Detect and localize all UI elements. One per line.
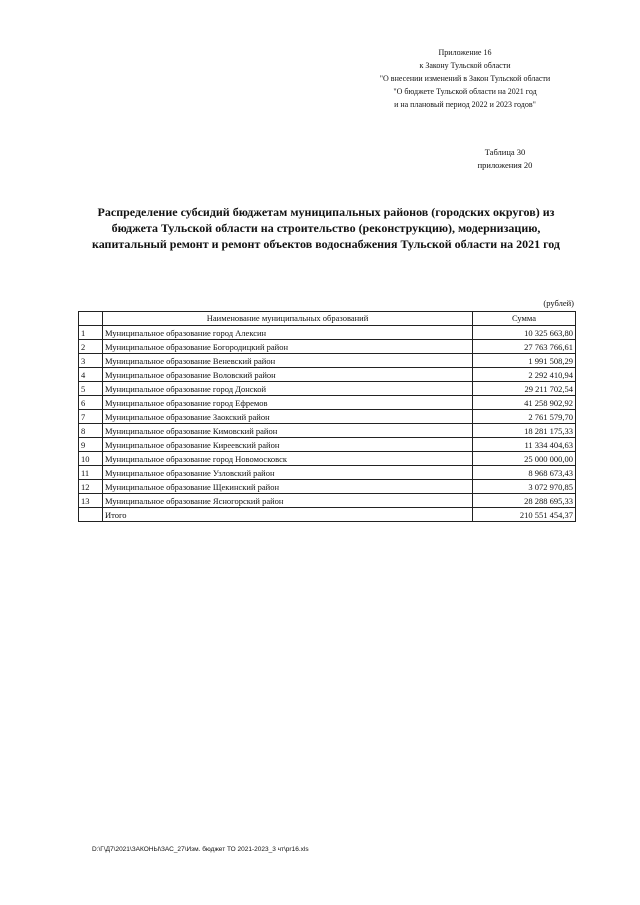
row-sum-cell: 1 991 508,29 xyxy=(473,354,576,368)
row-name-cell: Муниципальное образование Ясногорский район xyxy=(103,494,473,508)
header-name-cell: Наименование муниципальных образований xyxy=(103,312,473,326)
row-name-cell: Муниципальное образование Воловский район xyxy=(103,368,473,382)
row-number-cell: 11 xyxy=(79,466,103,480)
row-sum-cell: 27 763 766,61 xyxy=(473,340,576,354)
total-label-cell: Итого xyxy=(103,508,473,522)
table-reference-line: Таблица 30 xyxy=(484,147,526,157)
row-number-cell: 6 xyxy=(79,396,103,410)
row-sum-cell: 18 281 175,33 xyxy=(473,424,576,438)
row-number-cell: 4 xyxy=(79,368,103,382)
row-sum-cell: 2 292 410,94 xyxy=(473,368,576,382)
header-sum-cell: Сумма xyxy=(473,312,576,326)
table-row xyxy=(79,410,576,424)
row-name-cell: Муниципальное образование Киреевский район xyxy=(103,438,473,452)
table-row xyxy=(79,424,576,438)
row-name-cell: Муниципальное образование Заокский район xyxy=(103,410,473,424)
row-sum-cell: 10 325 663,80 xyxy=(473,326,576,340)
table-row xyxy=(79,326,576,340)
row-number-cell: 5 xyxy=(79,382,103,396)
row-name-cell: Муниципальное образование город Донской xyxy=(103,382,473,396)
row-name-cell: Муниципальное образование город Ефремов xyxy=(103,396,473,410)
row-number-cell: 1 xyxy=(79,326,103,340)
row-number-cell: 9 xyxy=(79,438,103,452)
table-row xyxy=(79,396,576,410)
row-name-cell: Муниципальное образование Кимовский район xyxy=(103,424,473,438)
row-number-cell: 12 xyxy=(79,480,103,494)
row-number-cell: 2 xyxy=(79,340,103,354)
row-number-cell: 7 xyxy=(79,410,103,424)
total-sum-cell: 210 551 454,37 xyxy=(473,508,576,522)
table-row xyxy=(79,382,576,396)
row-sum-cell: 25 000 000,00 xyxy=(473,452,576,466)
appendix-header xyxy=(330,46,600,111)
subsidy-table xyxy=(78,311,576,522)
row-number-cell: 3 xyxy=(79,354,103,368)
table-row xyxy=(79,354,576,368)
row-number-cell: 8 xyxy=(79,424,103,438)
row-sum-cell: 8 968 673,43 xyxy=(473,466,576,480)
row-sum-cell: 3 072 970,85 xyxy=(473,480,576,494)
total-row xyxy=(79,508,576,522)
table-reference xyxy=(440,146,570,172)
appendix-line: Приложение 16 xyxy=(438,48,492,57)
row-name-cell: Муниципальное образование Веневский район xyxy=(103,354,473,368)
appendix-line: и на плановый период 2022 и 2023 годов" xyxy=(394,100,536,109)
row-number-cell: 13 xyxy=(79,494,103,508)
table-header-row xyxy=(79,312,576,326)
appendix-line: к Закону Тульской области xyxy=(419,61,511,70)
table-row xyxy=(79,452,576,466)
header-number-cell xyxy=(79,312,103,326)
row-sum-cell: 29 211 702,54 xyxy=(473,382,576,396)
row-name-cell: Муниципальное образование город Алексин xyxy=(103,326,473,340)
table-row xyxy=(79,466,576,480)
document-title: Распределение субсидий бюджетам муниципальных районов (городских округов) из бюджета Тульской области на строительство (реконструкцию), модернизацию, капитальный ремонт и ремонт объектов водоснабжения Тульской области на 2021 год xyxy=(91,205,561,251)
table-row xyxy=(79,494,576,508)
total-number-cell xyxy=(79,508,103,522)
table-row xyxy=(79,368,576,382)
table-reference-line: приложения 20 xyxy=(477,160,533,170)
row-sum-cell: 2 761 579,70 xyxy=(473,410,576,424)
table-row xyxy=(79,340,576,354)
appendix-line: "О внесении изменений в Закон Тульской области xyxy=(379,74,551,83)
appendix-line: "О бюджете Тульской области на 2021 год xyxy=(393,87,537,96)
row-name-cell: Муниципальное образование Щекинский район xyxy=(103,480,473,494)
row-sum-cell: 11 334 404,63 xyxy=(473,438,576,452)
row-name-cell: Муниципальное образование Узловский район xyxy=(103,466,473,480)
row-name-cell: Муниципальное образование город Новомосковск xyxy=(103,452,473,466)
row-sum-cell: 28 288 695,33 xyxy=(473,494,576,508)
file-path-footer: D:\Г\Д7\2021\ЗАКОНЫ\ЗАС_27\Изм. бюджет ТО 2021-2023_3 чт\pr16.xls xyxy=(92,846,309,853)
row-sum-cell: 41 258 902,92 xyxy=(473,396,576,410)
row-name-cell: Муниципальное образование Богородицкий район xyxy=(103,340,473,354)
row-number-cell: 10 xyxy=(79,452,103,466)
table-row xyxy=(79,480,576,494)
units-label: (рублей) xyxy=(543,298,574,308)
table-row xyxy=(79,438,576,452)
